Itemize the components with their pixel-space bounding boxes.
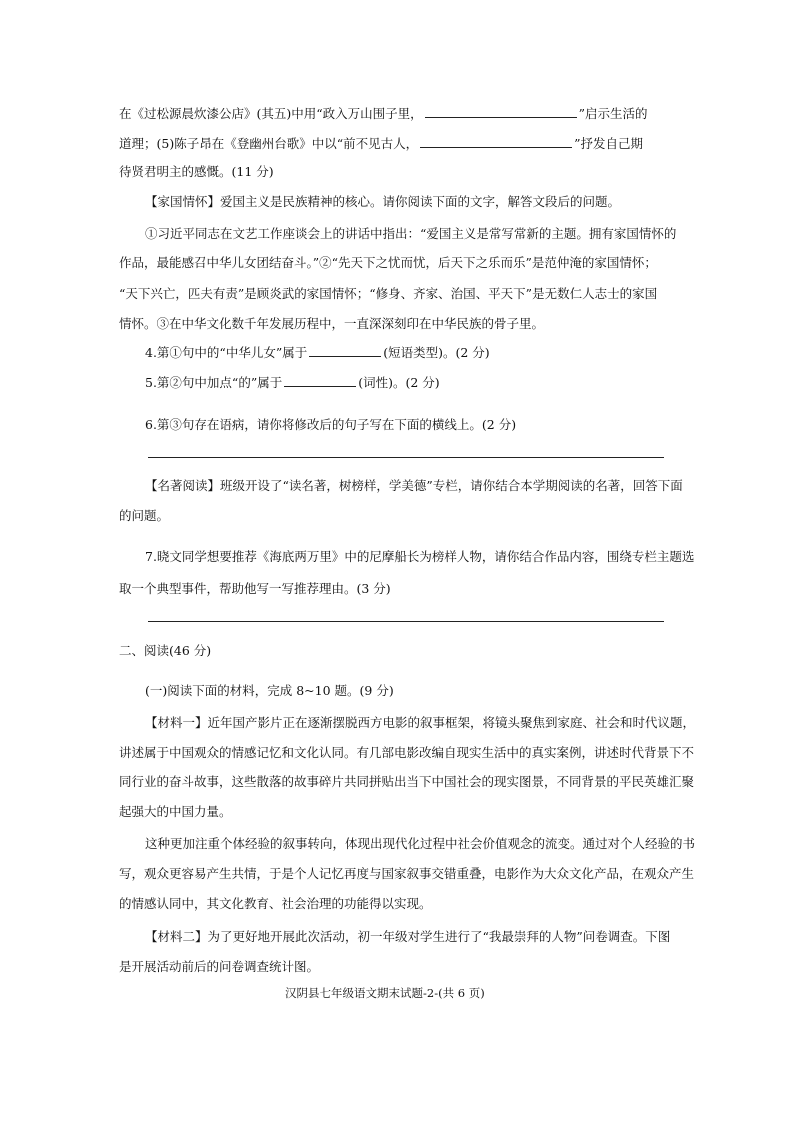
question-6: 6.第③句存在语病，请你将修改后的句子写在下面的横线上。(2 分) <box>145 417 517 432</box>
patriotism-paragraph-line: 情怀。③在中华文化数千年发展历程中，一直深深刻印在中华民族的骨子里。 <box>119 316 545 331</box>
poem-line-2-text: 道理；(5)陈子昂在《登幽州台歌》中以“前不见古人， <box>119 136 419 151</box>
reading-heading: 二、阅读(46 分) <box>119 643 212 658</box>
material-1-line: 写，观众更容易产生共情，于是个人记忆再度与国家叙事交错重叠，电影作为大众文化产品，在观众产生 <box>119 866 695 881</box>
question-7-cont: 取一个典型事件，帮助他写一写推荐理由。(3 分) <box>119 581 391 596</box>
patriotism-intro: 【家国情怀】爱国主义是民族精神的核心。请你阅读下面的文字，解答文段后的问题。 <box>145 194 621 209</box>
poem-line-1-text: 在《过松源晨炊漆公店》(其五)中用“政入万山围子里， <box>119 106 423 121</box>
material-1-line: 这种更加注重个体经验的叙事转向，体现出现代化过程中社会价值观念的流变。通过对个人经验的书 <box>145 836 696 851</box>
classics-intro-cont: 的问题。 <box>119 508 170 523</box>
patriotism-paragraph-line: 作品，最能感召中华儿女团结奋斗。”②“先天下之忧而忧，后天下之乐而乐”是范仲淹的家国情怀； <box>119 255 657 270</box>
classics-intro: 【名著阅读】班级开设了“读名著，树榜样，学美德”专栏，请你结合本学期阅读的名著，回答下面 <box>145 478 683 493</box>
answer-blank-q4[interactable] <box>309 343 381 357</box>
question-5 <box>145 373 440 392</box>
poem-line-2 <box>119 134 643 153</box>
poem-line-2-tail: ”抒发自己期 <box>574 136 643 151</box>
material-1-line: 【材料一】近年国产影片正在逐渐摆脱西方电影的叙事框架，将镜头聚焦到家庭、社会和时代议题， <box>145 715 696 730</box>
material-1-line: 起强大的中国力量。 <box>119 804 232 819</box>
material-1-line: 讲述属于中国观众的情感记忆和文化认同。有几部电影改编自现实生活中的真实案例，讲述时代背景下不 <box>119 745 695 760</box>
material-2-line: 是开展活动前后的问卷调查统计图。 <box>119 959 320 974</box>
reading-subheading: (一)阅读下面的材料，完成 8~10 题。(9 分) <box>145 683 394 698</box>
material-1-line: 同行业的奋斗故事，这些散落的故事碎片共同拼贴出当下中国社会的现实图景，不同背景的平民英雄汇聚 <box>119 774 695 789</box>
material-2-line: 【材料二】为了更好地开展此次活动，初一年级对学生进行了“我最崇拜的人物”问卷调查。下图 <box>145 929 671 944</box>
question-5-tail: (词性)。(2 分) <box>358 375 440 390</box>
poem-line-1-tail: ”启示生活的 <box>578 106 648 121</box>
question-4 <box>145 343 490 362</box>
page-footer: 汉阴县七年级语文期末试题-2-(共 6 页) <box>285 986 485 1000</box>
question-4-tail: (短语类型)。(2 分) <box>383 345 490 360</box>
question-7: 7.晓文同学想要推荐《海底两万里》中的尼摩船长为榜样人物，请你结合作品内容，围绕专栏主题选 <box>145 549 695 564</box>
answer-blank-q5[interactable] <box>284 373 356 387</box>
question-5-text: 5.第②句中加点“的”属于 <box>145 375 283 390</box>
answer-blank-poem-2[interactable] <box>420 134 572 148</box>
answer-blank-poem-1[interactable] <box>425 104 577 118</box>
answer-line-q7[interactable] <box>148 621 664 622</box>
answer-line-q6[interactable] <box>148 457 664 458</box>
poem-line-3: 待贤君明主的感慨。(11 分) <box>119 164 274 179</box>
patriotism-paragraph-line: “天下兴亡，匹夫有责”是顾炎武的家国情怀；“修身、齐家、治国、平天下”是无数仁人志士的家国 <box>119 286 658 301</box>
poem-line-1 <box>119 104 648 123</box>
material-1-line: 的情感认同中，其文化教育、社会治理的功能得以实现。 <box>119 896 432 911</box>
patriotism-paragraph-line: ①习近平同志在文艺工作座谈会上的讲话中指出：“爱国主义是常写常新的主题。拥有家国情怀的 <box>145 226 677 241</box>
question-4-text: 4.第①句中的“中华儿女”属于 <box>145 345 308 360</box>
